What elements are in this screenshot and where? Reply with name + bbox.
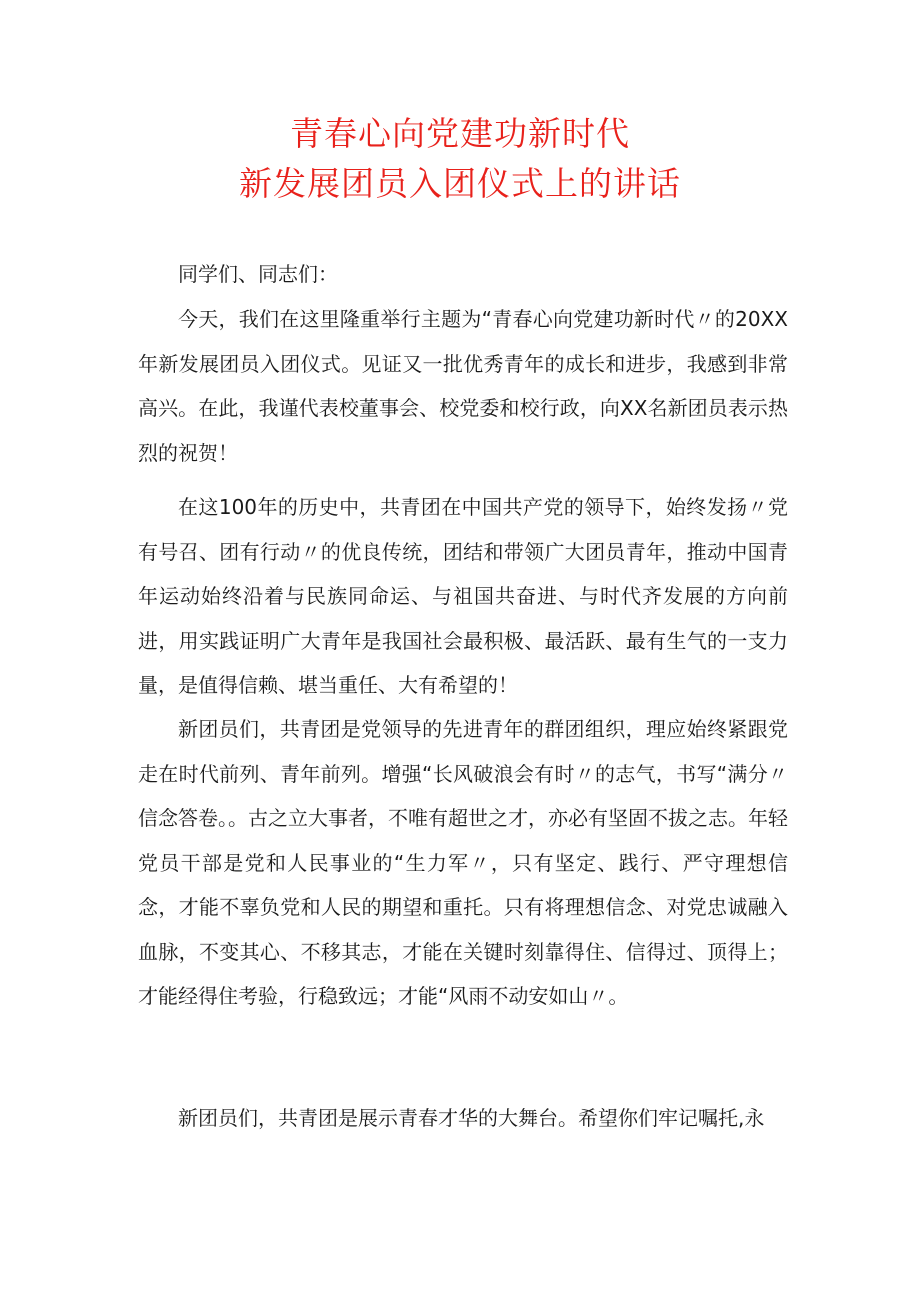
paragraph-1: 今天，我们在这里隆重举行主题为“青春心向党建功新时代〃的20XX年新发展团员入团仪式。见证又一批优秀青年的成长和进步，我感到非常高兴。在此，我谨代表校董事会、校党委和校行政，向XX名新团员表示热烈的祝贺！ xyxy=(138,307,788,465)
document-title-line-2: 新发展团员入团仪式上的讲话 xyxy=(239,164,681,203)
document-title-line-1: 青春心向党建功新时代 xyxy=(290,114,630,153)
salutation: 同学们、同志们： xyxy=(178,262,338,286)
paragraph-4: 新团员们，共青团是展示青春才华的大舞台。希望你们牢记嘱托,永 xyxy=(178,1106,765,1130)
paragraph-2: 在这100年的历史中，共青团在中国共产党的领导下，始终发扬〃党有号召、团有行动〃的优良传统，团结和带领广大团员青年，推动中国青年运动始终沿着与民族同命运、与祖国共奋进、与时代齐发展的方向前进，用实践证明广大青年是我国社会最积极、最活跃、最有生气的一支力量，是值得信赖、堪当重任、大有希望的！ xyxy=(138,495,788,697)
paragraph-3: 新团员们，共青团是党领导的先进青年的群团组织，理应始终紧跟党走在时代前列、青年前列。增强“长风破浪会有时〃的志气，书写“满分〃信念答卷。。古之立大事者，不唯有超世之才，亦必有坚固不拔之志。年轻党员干部是党和人民事业的“生力军〃，只有坚定、践行、严守理想信念，才能不辜负党和人民的期望和重托。只有将理想信念、对党忠诚融入血脉，不变其心、不移其志，才能在关键时刻靠得住、信得过、顶得上；才能经得住考验，行稳致远；才能“风雨不动安如山〃。 xyxy=(138,717,788,1008)
